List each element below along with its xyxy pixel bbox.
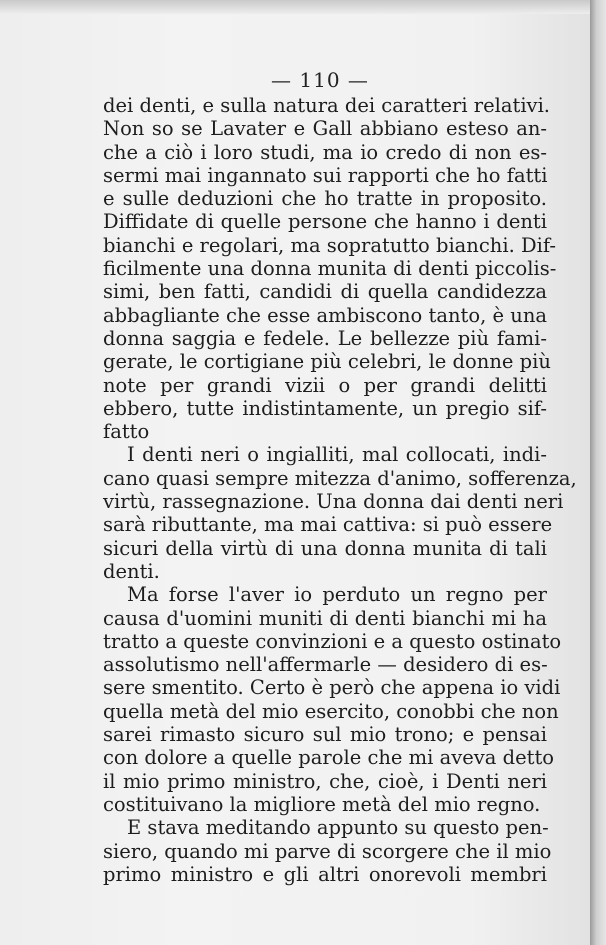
text-line: bianchi e regolari, ma sopratutto bianchi. Dif-	[103, 233, 556, 257]
text-line: assolutismo nell'affermarle — desidero di es-	[103, 653, 548, 677]
text-line: denti.	[103, 559, 160, 583]
text-line: tratto a queste convinzioni e a questo ostinato	[103, 629, 562, 653]
text-line: donna saggia e fedele. Le bellezze più fami-	[103, 326, 547, 350]
body-text	[103, 94, 577, 886]
text-line: Non so se Lavater e Gall abbiano esteso an-	[103, 117, 547, 141]
text-line: che a ciò i loro studi, ma io credo di non es-	[103, 140, 547, 164]
text-line: sarà ributtante, ma mai cattiva: si può essere	[103, 513, 553, 537]
text-line: E stava meditando appunto su questo pen-	[127, 816, 549, 840]
text-line: il mio primo ministro, che, cioè, i Denti neri	[103, 769, 547, 793]
text-line: fatto	[103, 420, 150, 444]
text-line: simi, ben fatti, candidi di quella candidezza	[103, 280, 547, 304]
text-line: causa d'uomini muniti di denti bianchi mi ha	[103, 606, 547, 630]
text-line: dei denti, e sulla natura dei caratteri relativi.	[103, 94, 551, 117]
page-number: — 110 —	[271, 68, 369, 92]
text-line: sarei rimasto sicuro sul mio trono; e pensai	[103, 723, 547, 747]
text-line: note per grandi vizii o per grandi delitti	[103, 373, 547, 397]
text-line: siero, quando mi parve di scorgere che il mio	[103, 839, 552, 863]
text-line: ficilmente una donna munita di denti piccolis-	[103, 257, 557, 281]
text-line: sermi mai ingannato sui rapporti che ho fatti	[103, 163, 548, 187]
text-line: con dolore a quelle parole che mi aveva detto	[103, 746, 555, 770]
book-spine-shadow	[590, 0, 606, 945]
text-line: primo ministro e gli altri onorevoli membri	[103, 862, 547, 886]
text-line: sicuri della virtù di una donna munita di tali	[103, 536, 547, 560]
page-top-edge	[0, 0, 590, 14]
text-line: Ma forse l'aver io perduto un regno per	[127, 583, 547, 607]
text-line: gerate, le cortigiane più celebri, le donne più	[103, 350, 551, 374]
text-line: cano quasi sempre mitezza d'animo, sofferenza,	[103, 466, 577, 490]
text-line: costituivano la migliore metà del mio regno.	[103, 792, 541, 816]
text-line: sere smentito. Certo è però che appena io vidi	[103, 676, 561, 700]
text-line: I denti neri o ingialliti, mal collocati, indi-	[127, 443, 547, 467]
text-line: ebbero, tutte indistintamente, un pregio sif-	[103, 396, 547, 420]
text-line: e sulle deduzioni che ho tratte in proposito.	[103, 187, 547, 211]
text-line: abbagliante che esse ambiscono tanto, è una	[103, 303, 547, 327]
text-line: quella metà del mio esercito, conobbi che non	[103, 699, 559, 723]
text-line: virtù, rassegnazione. Una donna dai denti neri	[103, 490, 564, 514]
text-line: Diffidate di quelle persone che hanno i denti	[103, 210, 547, 234]
